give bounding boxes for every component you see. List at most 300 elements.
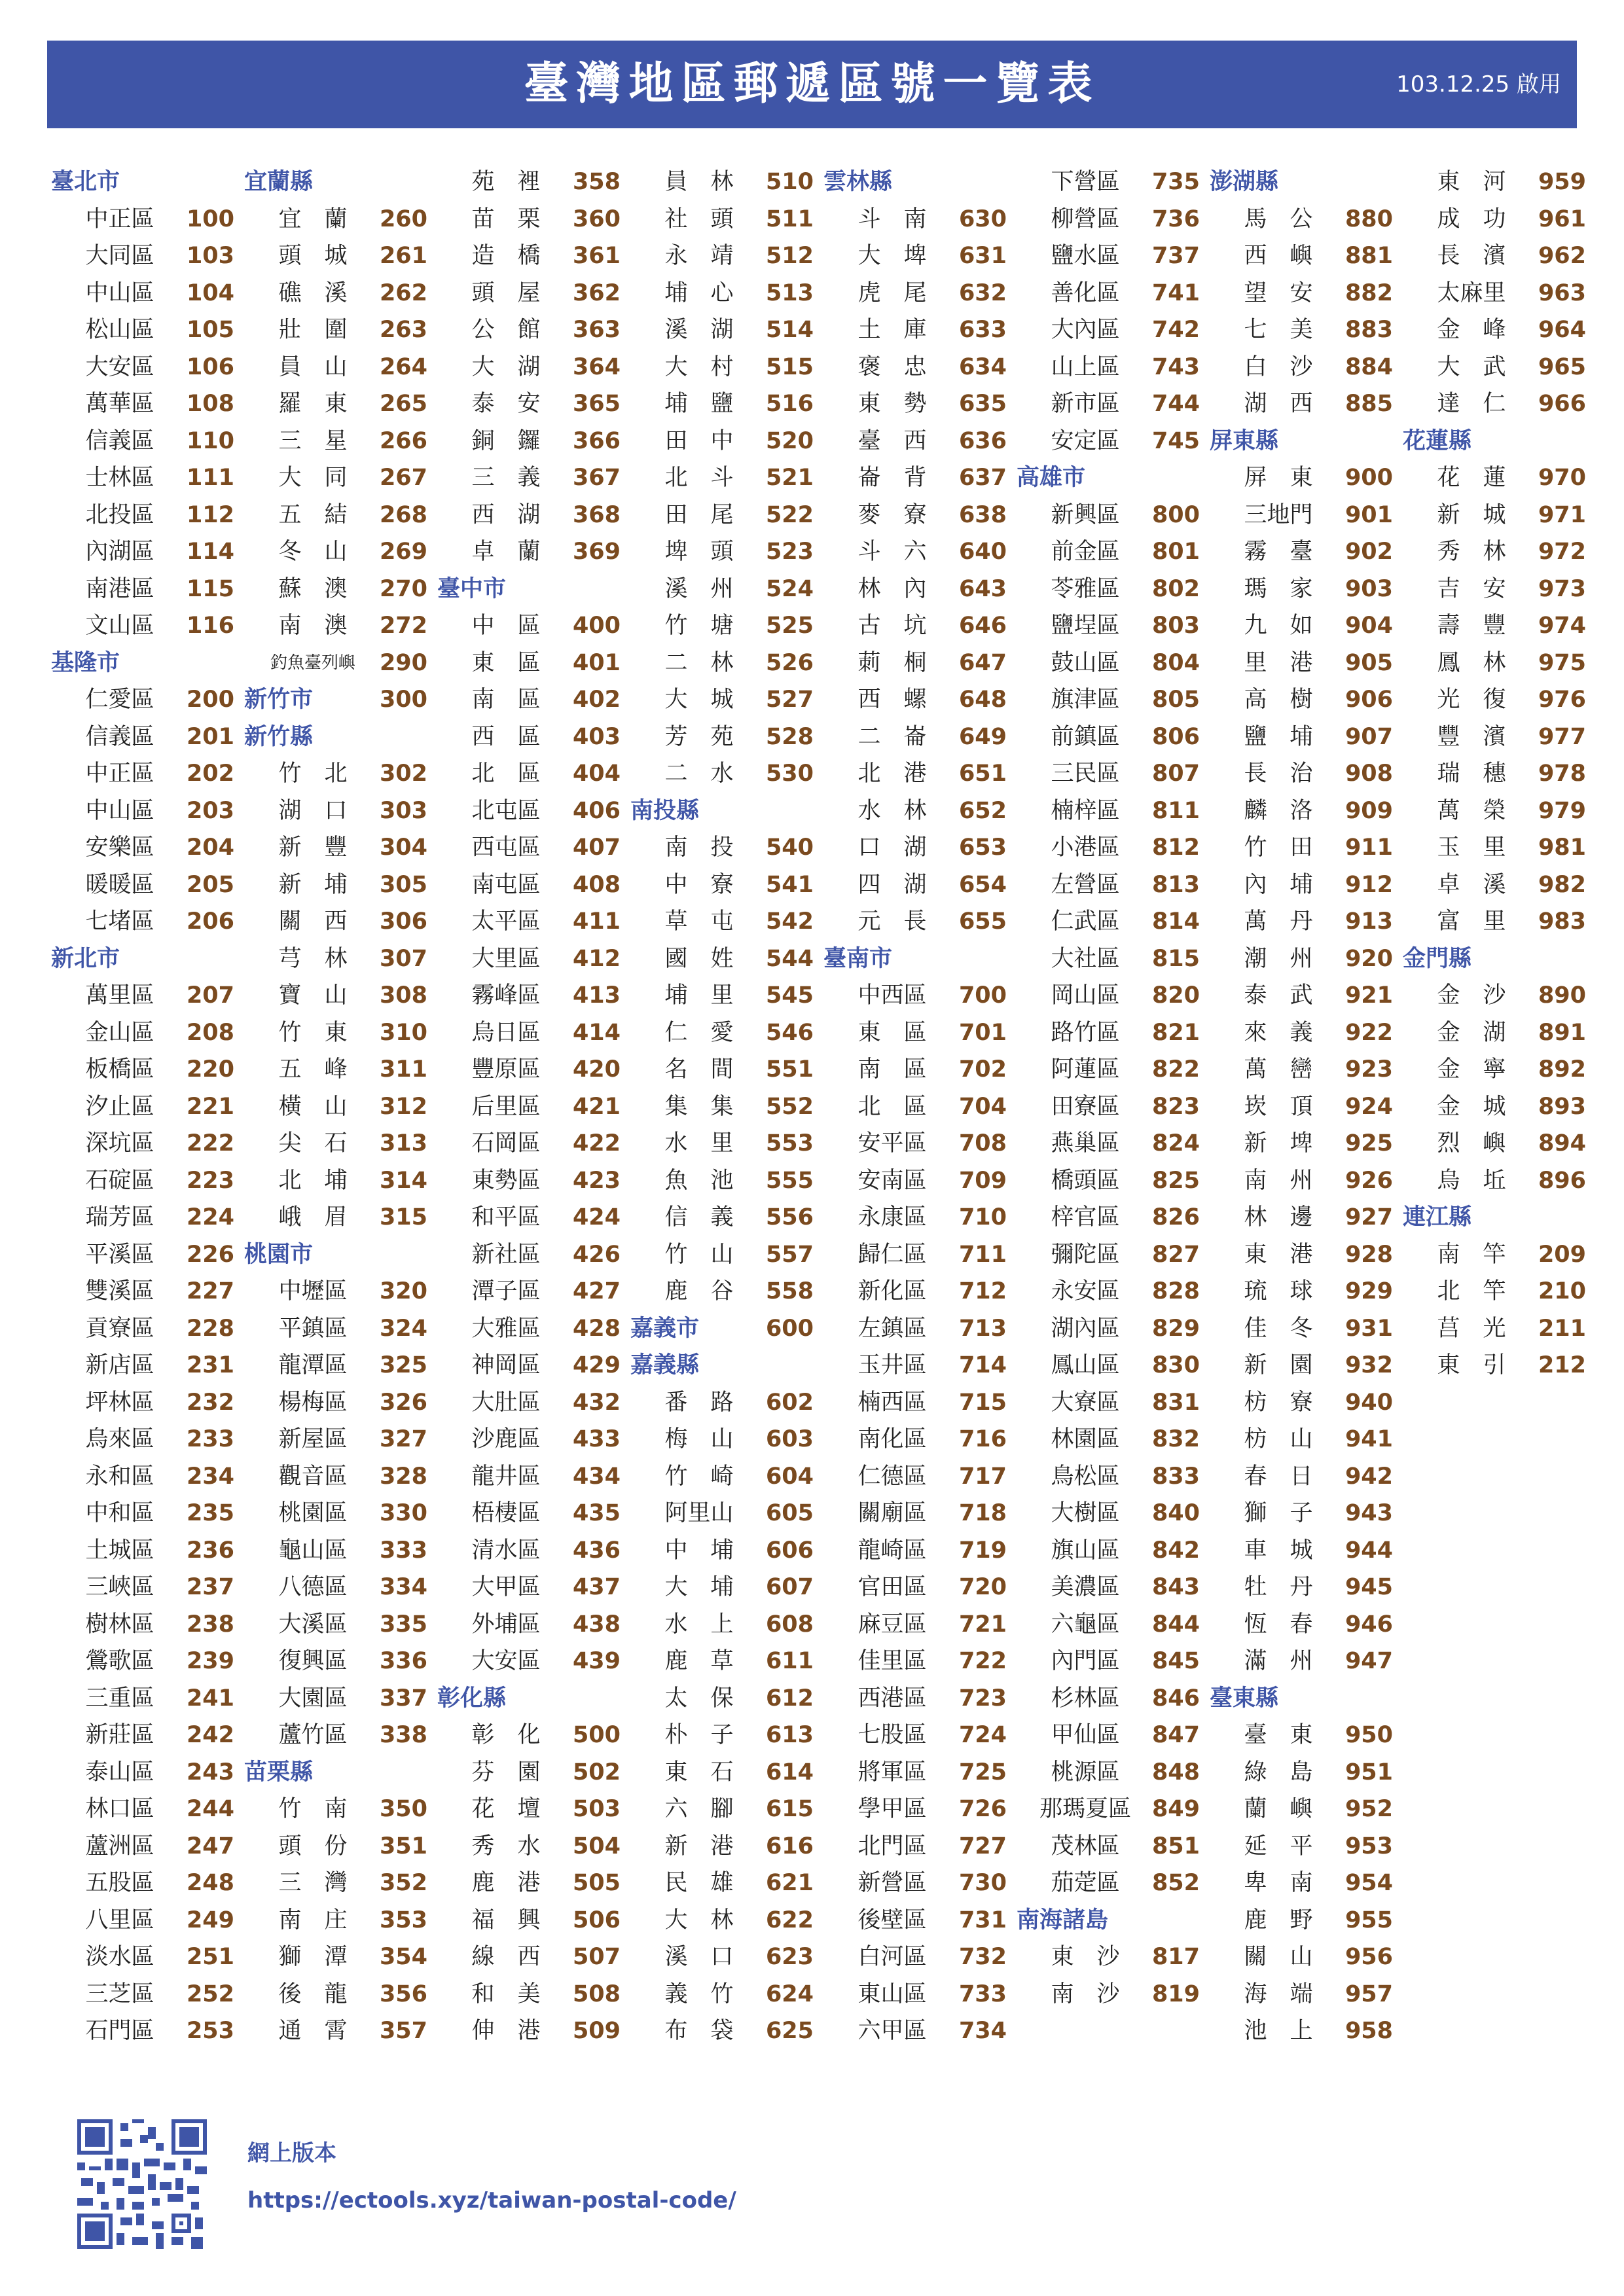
postal-code: 709 bbox=[958, 1167, 1007, 1194]
list-item bbox=[1396, 1088, 1589, 1126]
area-name: 水 上 bbox=[664, 1611, 734, 1638]
area-name: 金 湖 bbox=[1437, 1019, 1506, 1046]
area-name: 北投區 bbox=[85, 501, 154, 528]
list-item bbox=[1010, 1717, 1203, 1754]
postal-code: 268 bbox=[379, 501, 427, 528]
page-title: 臺灣地區郵遞區號一覽表 bbox=[524, 58, 1100, 110]
list-item bbox=[431, 2013, 624, 2050]
list-item bbox=[431, 903, 624, 941]
list-item bbox=[45, 2013, 238, 2050]
list-item bbox=[1396, 571, 1589, 608]
postal-code: 953 bbox=[1344, 1833, 1393, 1859]
list-item bbox=[1396, 645, 1589, 682]
area-name: 文山區 bbox=[85, 613, 154, 639]
area-name: 前金區 bbox=[1051, 539, 1120, 565]
area-name: 龍崎區 bbox=[857, 1537, 927, 1564]
postal-code: 202 bbox=[186, 761, 234, 787]
list-item bbox=[624, 1125, 817, 1162]
list-item bbox=[1010, 1088, 1203, 1126]
list-item bbox=[1010, 349, 1203, 386]
area-name: 左鎮區 bbox=[857, 1315, 927, 1342]
region-heading bbox=[431, 1680, 624, 1717]
postal-code: 267 bbox=[379, 465, 427, 491]
list-item bbox=[431, 1162, 624, 1200]
area-name: 頭 城 bbox=[278, 243, 348, 269]
list-item bbox=[431, 1495, 624, 1532]
postal-code: 896 bbox=[1538, 1167, 1586, 1194]
area-name: 鳳山區 bbox=[1051, 1352, 1120, 1378]
area-name: 泰山區 bbox=[85, 1759, 154, 1785]
list-item bbox=[624, 533, 817, 571]
area-name: 蘭 嶼 bbox=[1244, 1796, 1313, 1822]
postal-code: 613 bbox=[765, 1722, 814, 1748]
area-name: 玉 里 bbox=[1437, 834, 1506, 861]
area-name: 田 尾 bbox=[664, 501, 734, 528]
area-name: 口 湖 bbox=[857, 834, 927, 861]
list-item bbox=[1010, 645, 1203, 682]
list-item bbox=[1010, 1347, 1203, 1384]
list-item bbox=[431, 1569, 624, 1606]
list-item bbox=[45, 1643, 238, 1680]
area-name: 官田區 bbox=[857, 1574, 927, 1600]
list-item bbox=[1203, 1088, 1396, 1126]
list-item bbox=[1010, 829, 1203, 867]
list-item bbox=[45, 275, 238, 312]
area-name: 春 日 bbox=[1244, 1463, 1313, 1490]
list-item bbox=[238, 312, 431, 349]
area-name: 大社區 bbox=[1051, 945, 1120, 972]
area-name: 桃源區 bbox=[1051, 1759, 1120, 1785]
list-item bbox=[817, 1939, 1010, 1976]
postal-code: 325 bbox=[379, 1352, 427, 1378]
area-name: 公 館 bbox=[471, 317, 541, 343]
list-item bbox=[431, 1606, 624, 1643]
area-name: 南 投 bbox=[664, 834, 734, 861]
region-heading bbox=[238, 164, 431, 201]
postal-code: 959 bbox=[1538, 169, 1586, 195]
list-item bbox=[238, 497, 431, 534]
list-item bbox=[624, 1569, 817, 1606]
area-name: 大肚區 bbox=[471, 1389, 541, 1416]
postal-code: 950 bbox=[1344, 1722, 1393, 1748]
list-item bbox=[45, 977, 238, 1014]
area-name: 大 城 bbox=[664, 687, 734, 713]
postal-code: 262 bbox=[379, 279, 427, 306]
area-name: 車 城 bbox=[1244, 1537, 1313, 1564]
area-name: 歸仁區 bbox=[857, 1241, 927, 1268]
list-item bbox=[238, 349, 431, 386]
list-item bbox=[817, 1088, 1010, 1126]
area-name: 員 山 bbox=[278, 353, 348, 380]
list-item bbox=[1010, 867, 1203, 904]
area-name: 大 村 bbox=[664, 353, 734, 380]
area-name: 橫 山 bbox=[278, 1093, 348, 1120]
list-item bbox=[817, 1754, 1010, 1791]
list-item bbox=[431, 755, 624, 793]
list-item bbox=[45, 533, 238, 571]
list-item bbox=[624, 903, 817, 941]
postal-code: 551 bbox=[765, 1056, 814, 1083]
list-item bbox=[817, 1125, 1010, 1162]
list-item bbox=[431, 941, 624, 978]
postal-code: 542 bbox=[765, 908, 814, 935]
region-heading bbox=[238, 1236, 431, 1274]
area-name: 北門區 bbox=[857, 1833, 927, 1859]
area-name: 太 保 bbox=[664, 1685, 734, 1712]
region-name: 彰化縣 bbox=[437, 1685, 507, 1712]
area-name: 佳 冬 bbox=[1244, 1315, 1313, 1342]
area-name: 梓官區 bbox=[1051, 1204, 1120, 1230]
list-item bbox=[238, 1606, 431, 1643]
list-item bbox=[624, 867, 817, 904]
list-item bbox=[45, 1014, 238, 1052]
area-name: 芎 林 bbox=[278, 945, 348, 972]
area-name: 南 沙 bbox=[1051, 1981, 1120, 2007]
list-item bbox=[817, 1310, 1010, 1348]
list-item bbox=[624, 977, 817, 1014]
list-item bbox=[45, 1717, 238, 1754]
table-column bbox=[238, 164, 431, 2055]
postal-code: 647 bbox=[958, 649, 1007, 676]
area-name: 暖暖區 bbox=[85, 871, 154, 898]
postal-code: 606 bbox=[765, 1537, 814, 1564]
list-item bbox=[624, 1532, 817, 1570]
area-name: 大安區 bbox=[85, 353, 154, 380]
area-name: 霧 臺 bbox=[1244, 539, 1313, 565]
postal-code: 893 bbox=[1538, 1093, 1586, 1120]
list-item bbox=[45, 1532, 238, 1570]
postal-code: 523 bbox=[765, 539, 814, 565]
postal-code: 715 bbox=[958, 1389, 1007, 1416]
postal-code: 330 bbox=[379, 1500, 427, 1526]
list-item bbox=[238, 1791, 431, 1828]
list-item bbox=[431, 1532, 624, 1570]
region-heading bbox=[45, 645, 238, 682]
list-item bbox=[1396, 349, 1589, 386]
list-item bbox=[238, 201, 431, 238]
postal-code: 631 bbox=[958, 243, 1007, 269]
area-name: 寶 山 bbox=[278, 982, 348, 1009]
list-item bbox=[624, 1088, 817, 1126]
postal-code: 832 bbox=[1151, 1426, 1200, 1452]
area-name: 富 里 bbox=[1437, 908, 1506, 935]
list-item bbox=[1203, 497, 1396, 534]
list-item bbox=[45, 1347, 238, 1384]
area-name: 清水區 bbox=[471, 1537, 541, 1564]
postal-code: 955 bbox=[1344, 1907, 1393, 1933]
list-item bbox=[238, 1495, 431, 1532]
postal-code: 352 bbox=[379, 1870, 427, 1896]
area-name: 鹿 港 bbox=[471, 1870, 541, 1896]
area-name: 伸 港 bbox=[471, 2018, 541, 2044]
list-item bbox=[1010, 755, 1203, 793]
list-item bbox=[817, 829, 1010, 867]
area-name: 橋頭區 bbox=[1051, 1167, 1120, 1194]
postal-code: 976 bbox=[1538, 687, 1586, 713]
list-item bbox=[817, 1458, 1010, 1496]
postal-code: 958 bbox=[1344, 2018, 1393, 2044]
postal-code: 248 bbox=[186, 1870, 234, 1896]
list-item bbox=[1203, 1125, 1396, 1162]
postal-code: 908 bbox=[1344, 761, 1393, 787]
area-name: 永 靖 bbox=[664, 243, 734, 269]
postal-code: 811 bbox=[1151, 797, 1200, 824]
postal-code: 819 bbox=[1151, 1981, 1200, 2007]
area-name: 新市區 bbox=[1051, 391, 1120, 417]
area-name: 崁 頂 bbox=[1244, 1093, 1313, 1120]
postal-code: 507 bbox=[572, 1944, 621, 1970]
area-name: 海 端 bbox=[1244, 1981, 1313, 2007]
postal-code: 540 bbox=[765, 834, 814, 861]
area-name: 名 間 bbox=[664, 1056, 734, 1083]
postal-code: 630 bbox=[958, 206, 1007, 232]
region-name: 花蓮縣 bbox=[1403, 427, 1472, 454]
area-name: 南港區 bbox=[85, 575, 154, 602]
list-item bbox=[624, 1754, 817, 1791]
region-name: 南投縣 bbox=[630, 797, 700, 824]
area-name: 泰 安 bbox=[471, 391, 541, 417]
area-name: 茄萣區 bbox=[1051, 1870, 1120, 1896]
postal-code: 362 bbox=[572, 279, 621, 306]
online-version-label: 網上版本 bbox=[247, 2140, 336, 2166]
region-name: 屏東縣 bbox=[1210, 427, 1279, 454]
postal-code: 646 bbox=[958, 613, 1007, 639]
list-item bbox=[1203, 1051, 1396, 1088]
postal-code: 439 bbox=[572, 1648, 621, 1674]
list-item bbox=[817, 1680, 1010, 1717]
postal-code-table bbox=[45, 164, 1589, 2055]
postal-code: 253 bbox=[186, 2018, 234, 2044]
area-name: 六龜區 bbox=[1051, 1611, 1120, 1638]
postal-code: 721 bbox=[958, 1611, 1007, 1638]
postal-code: 223 bbox=[186, 1167, 234, 1194]
postal-code: 814 bbox=[1151, 908, 1200, 935]
list-item bbox=[238, 1347, 431, 1384]
area-name: 線 西 bbox=[471, 1944, 541, 1970]
area-name: 阿里山 bbox=[664, 1500, 734, 1526]
area-name: 大寮區 bbox=[1051, 1389, 1120, 1416]
postal-code: 314 bbox=[379, 1167, 427, 1194]
postal-code: 851 bbox=[1151, 1833, 1200, 1859]
postal-code: 708 bbox=[958, 1130, 1007, 1157]
list-item bbox=[45, 312, 238, 349]
postal-code: 615 bbox=[765, 1796, 814, 1822]
postal-code: 726 bbox=[958, 1796, 1007, 1822]
list-item bbox=[238, 1051, 431, 1088]
area-name: 田 中 bbox=[664, 427, 734, 454]
postal-code: 965 bbox=[1538, 353, 1586, 380]
region-heading bbox=[238, 1754, 431, 1791]
area-name: 冬 山 bbox=[278, 539, 348, 565]
postal-code: 621 bbox=[765, 1870, 814, 1896]
region-heading bbox=[238, 681, 431, 719]
postal-code: 226 bbox=[186, 1241, 234, 1268]
list-item bbox=[1203, 1791, 1396, 1828]
region-heading bbox=[817, 164, 1010, 201]
postal-code: 227 bbox=[186, 1278, 234, 1304]
area-name: 楠西區 bbox=[857, 1389, 927, 1416]
area-name: 國 姓 bbox=[664, 945, 734, 972]
area-name: 竹 南 bbox=[278, 1796, 348, 1822]
list-item bbox=[1203, 1495, 1396, 1532]
list-item bbox=[45, 1051, 238, 1088]
effective-date: 103.12.25 啟用 bbox=[1396, 71, 1561, 98]
area-name: 下營區 bbox=[1051, 169, 1120, 195]
list-item bbox=[1396, 497, 1589, 534]
list-item bbox=[817, 1273, 1010, 1310]
list-item bbox=[817, 1051, 1010, 1088]
list-item bbox=[45, 1865, 238, 1902]
area-name: 南 區 bbox=[857, 1056, 927, 1083]
list-item bbox=[1396, 1273, 1589, 1310]
postal-code: 234 bbox=[186, 1463, 234, 1490]
postal-code: 924 bbox=[1344, 1093, 1393, 1120]
postal-code: 500 bbox=[572, 1722, 621, 1748]
area-name: 八德區 bbox=[278, 1574, 348, 1600]
list-item bbox=[1010, 1495, 1203, 1532]
list-item bbox=[1203, 1199, 1396, 1236]
postal-code: 516 bbox=[765, 391, 814, 417]
list-item bbox=[1203, 1384, 1396, 1422]
area-name: 玉井區 bbox=[857, 1352, 927, 1378]
area-name: 甲仙區 bbox=[1051, 1722, 1120, 1748]
list-item bbox=[431, 1347, 624, 1384]
postal-code: 827 bbox=[1151, 1241, 1200, 1268]
list-item bbox=[624, 1051, 817, 1088]
postal-code: 360 bbox=[572, 206, 621, 232]
area-name: 蘆竹區 bbox=[278, 1722, 348, 1748]
area-name: 桃園區 bbox=[278, 1500, 348, 1526]
postal-code: 412 bbox=[572, 945, 621, 972]
area-name: 永安區 bbox=[1051, 1278, 1120, 1304]
area-name: 金山區 bbox=[85, 1019, 154, 1046]
list-item bbox=[45, 755, 238, 793]
list-item bbox=[1010, 607, 1203, 645]
list-item bbox=[431, 533, 624, 571]
postal-code: 249 bbox=[186, 1907, 234, 1933]
list-item bbox=[1010, 1939, 1203, 1976]
region-name: 臺北市 bbox=[51, 169, 120, 195]
postal-code: 264 bbox=[379, 353, 427, 380]
list-item bbox=[1010, 1865, 1203, 1902]
area-name: 將軍區 bbox=[857, 1759, 927, 1785]
area-name: 埔 鹽 bbox=[664, 391, 734, 417]
postal-code: 622 bbox=[765, 1907, 814, 1933]
list-item bbox=[1203, 238, 1396, 275]
list-item bbox=[431, 645, 624, 682]
postal-code: 401 bbox=[572, 649, 621, 676]
list-item bbox=[624, 459, 817, 497]
list-item bbox=[431, 1458, 624, 1496]
postal-code: 422 bbox=[572, 1130, 621, 1157]
list-item bbox=[1010, 1051, 1203, 1088]
area-name: 梅 山 bbox=[664, 1426, 734, 1452]
postal-code: 970 bbox=[1538, 465, 1586, 491]
area-name: 新社區 bbox=[471, 1241, 541, 1268]
postal-code: 906 bbox=[1344, 687, 1393, 713]
postal-code: 103 bbox=[186, 243, 234, 269]
list-item bbox=[45, 238, 238, 275]
qr-code-icon[interactable] bbox=[77, 2119, 207, 2249]
area-name: 水 林 bbox=[857, 797, 927, 824]
list-item bbox=[624, 164, 817, 201]
postal-code: 315 bbox=[379, 1204, 427, 1230]
list-item bbox=[238, 238, 431, 275]
area-name: 茂林區 bbox=[1051, 1833, 1120, 1859]
list-item bbox=[431, 459, 624, 497]
list-item bbox=[45, 1421, 238, 1458]
postal-code: 553 bbox=[765, 1130, 814, 1157]
area-name: 西 湖 bbox=[471, 501, 541, 528]
area-name: 烏來區 bbox=[85, 1426, 154, 1452]
postal-code: 420 bbox=[572, 1056, 621, 1083]
list-item bbox=[431, 1384, 624, 1422]
area-name: 西 嶼 bbox=[1244, 243, 1313, 269]
area-name: 龍井區 bbox=[471, 1463, 541, 1490]
list-item bbox=[1203, 1828, 1396, 1865]
list-item bbox=[45, 1828, 238, 1865]
list-item bbox=[1203, 977, 1396, 1014]
postal-code: 884 bbox=[1344, 353, 1393, 380]
postal-code: 712 bbox=[958, 1278, 1007, 1304]
postal-code: 717 bbox=[958, 1463, 1007, 1490]
area-name: 番 路 bbox=[664, 1389, 734, 1416]
postal-code: 403 bbox=[572, 723, 621, 750]
list-item bbox=[45, 1902, 238, 1939]
postal-code: 830 bbox=[1151, 1352, 1200, 1378]
postal-code: 251 bbox=[186, 1944, 234, 1970]
postal-code: 557 bbox=[765, 1241, 814, 1268]
list-item bbox=[1396, 829, 1589, 867]
list-item bbox=[1203, 793, 1396, 830]
postal-code: 552 bbox=[765, 1093, 814, 1120]
postal-code: 653 bbox=[958, 834, 1007, 861]
list-item bbox=[45, 201, 238, 238]
area-name: 平溪區 bbox=[85, 1241, 154, 1268]
postal-code: 848 bbox=[1151, 1759, 1200, 1785]
postal-code: 608 bbox=[765, 1611, 814, 1638]
online-version-link[interactable]: https://ectools.xyz/taiwan-postal-code/ bbox=[247, 2187, 736, 2214]
postal-code: 429 bbox=[572, 1352, 621, 1378]
list-item bbox=[431, 607, 624, 645]
list-item bbox=[431, 1088, 624, 1126]
postal-code: 881 bbox=[1344, 243, 1393, 269]
area-name: 新化區 bbox=[857, 1278, 927, 1304]
area-name: 光 復 bbox=[1437, 687, 1506, 713]
list-item bbox=[817, 571, 1010, 608]
area-name: 士林區 bbox=[85, 465, 154, 491]
postal-code: 890 bbox=[1538, 982, 1586, 1009]
list-item bbox=[431, 1421, 624, 1458]
region-heading bbox=[1203, 423, 1396, 460]
area-name: 四 湖 bbox=[857, 871, 927, 898]
list-item bbox=[1010, 1199, 1203, 1236]
region-heading bbox=[1010, 459, 1203, 497]
list-item bbox=[1203, 1606, 1396, 1643]
area-name: 安平區 bbox=[857, 1130, 927, 1157]
postal-code: 903 bbox=[1344, 575, 1393, 602]
area-name: 斗 南 bbox=[857, 206, 927, 232]
area-name: 南 庄 bbox=[278, 1907, 348, 1933]
list-item bbox=[238, 1865, 431, 1902]
postal-code: 829 bbox=[1151, 1315, 1200, 1342]
list-item bbox=[45, 1569, 238, 1606]
area-name: 員 林 bbox=[664, 169, 734, 195]
list-item bbox=[817, 2013, 1010, 2050]
postal-code: 702 bbox=[958, 1056, 1007, 1083]
postal-code: 350 bbox=[379, 1796, 427, 1822]
list-item bbox=[238, 1828, 431, 1865]
